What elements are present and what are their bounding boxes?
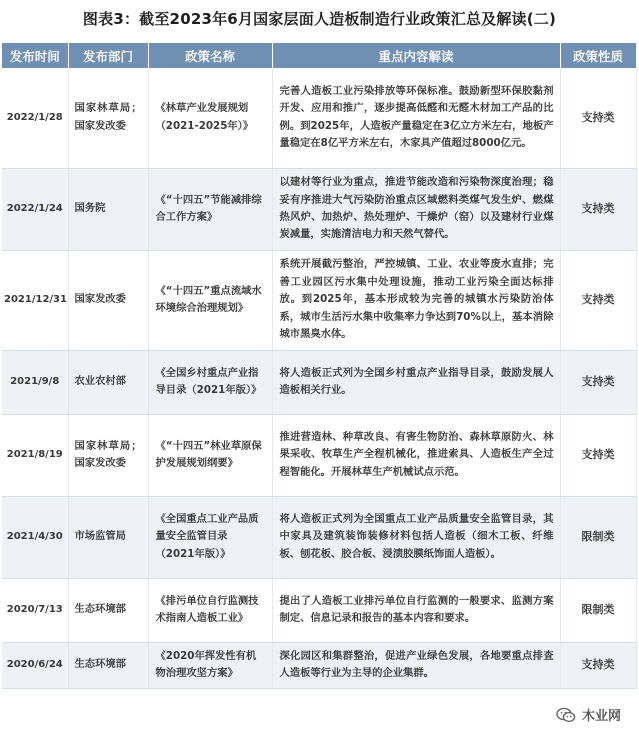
- row-policy-name: 《“十四五”节能减排综合工作方案》: [148, 168, 272, 250]
- row-policy-name: 《排污单位自行监测技术指南人造板工业》: [148, 578, 272, 642]
- row-nature: 支持类: [560, 642, 636, 688]
- row-policy-name: 《林草产业发展规划（2021-2025年）》: [148, 68, 272, 168]
- row-date: 2021/4/30: [2, 496, 68, 578]
- row-dept: 生态环境部: [68, 642, 148, 688]
- row-policy-name: 《全国重点工业产品质量安全监管目录（2021年版）》: [148, 496, 272, 578]
- watermark: [552, 703, 625, 726]
- row-date: 2022/1/28: [2, 68, 68, 168]
- row-content: 深化园区和集群整治，促进产业绿色发展，各地要重点排查人造板等行业为主导的企业集群。: [272, 642, 560, 688]
- row-content: 完善人造板工业污染排放等环保标准。鼓励新型环保胶黏剂开发、应用和推广，逐步提高低醛和无醛木材加工产品的比例。到2025年，人造板产量稳定在3亿立方米左右，地板产量稳定在8亿平方米左右，木家具产值超过8000亿元。: [272, 68, 560, 168]
- row-policy-name: 《全国乡村重点产业指导目录（2021年版）》: [148, 350, 272, 414]
- row-dept: 国家发改委: [68, 250, 148, 350]
- row-nature: 限制类: [560, 496, 636, 578]
- table-row: [2, 496, 636, 578]
- chart-title: 图表3：截至2023年6月国家层面人造板制造行业政策汇总及解读(二): [82, 10, 557, 28]
- table-row: [2, 350, 636, 414]
- row-content: 推进营造林、种草改良、有害生物防治、森林草原防火、林果采收、牧草生产全程机械化，推进索具、人造板生产全过程智能化。开展林草生产机械试点示范。: [272, 414, 560, 496]
- wechat-icon: [556, 707, 576, 723]
- row-dept: 生态环境部: [68, 578, 148, 642]
- row-policy-name: 《2020年挥发性有机物治理攻坚方案》: [148, 642, 272, 688]
- row-nature: 限制类: [560, 578, 636, 642]
- row-date: 2021/12/31: [2, 250, 68, 350]
- row-date: 2021/9/8: [2, 350, 68, 414]
- row-policy-name: 《“十四五”重点流域水环境综合治理规划》: [148, 250, 272, 350]
- policy-table: [2, 43, 637, 689]
- row-content: 将人造板正式列为全国乡村重点产业指导目录，鼓励发展人造板相关行业。: [272, 350, 560, 414]
- row-content: 以建材等行业为重点，推进节能改造和污染物深度治理；稳妥有序推进大气污染防治重点区域燃料类煤气发生炉、燃煤热风炉、加热炉、热处理炉、干燥炉（窑）以及建材行业煤炭减量，实施清洁电力和天然气替代。: [272, 168, 560, 250]
- row-nature: 支持类: [560, 68, 636, 168]
- row-content: 提出了人造板工业排污单位自行监测的一般要求、监测方案制定、信息记录和报告的基本内容和要求。: [272, 578, 560, 642]
- row-date: 2022/1/24: [2, 168, 68, 250]
- header-content: 重点内容解读: [272, 43, 560, 68]
- row-date: 2020/6/24: [2, 642, 68, 688]
- row-date: 2021/8/19: [2, 414, 68, 496]
- row-content: 系统开展截污整治，严控城镇、工业、农业等废水直排；完善工业园区污水集中处理设施，推动工业污染全面达标排放。到2025年，基本形成较为完善的城镇水污染防治体系，城市生活污水集中收集率力争达到70%以上，基本消除城市黑臭水体。: [272, 250, 560, 350]
- table-row: [2, 578, 636, 642]
- row-content: 将人造板正式列为全国重点工业产品质量安全监管目录，其中家具及建筑装饰装修材料包括人造板（细木工板、纤维板、刨花板、胶合板、浸渍胶膜纸饰面人造板）。: [272, 496, 560, 578]
- row-dept: 国家林草局；国家发改委: [68, 414, 148, 496]
- row-date: 2020/7/13: [2, 578, 68, 642]
- row-dept: 市场监管局: [68, 496, 148, 578]
- header-dept: 发布部门: [68, 43, 148, 68]
- row-nature: 支持类: [560, 350, 636, 414]
- table-row: [2, 250, 636, 350]
- table-row: [2, 168, 636, 250]
- header-nature: 政策性质: [560, 43, 636, 68]
- table-header-row: [2, 43, 636, 68]
- table-row: [2, 642, 636, 688]
- table-row: [2, 68, 636, 168]
- watermark-text: 木业网: [581, 709, 621, 724]
- row-dept: 农业农村部: [68, 350, 148, 414]
- header-name: 政策名称: [148, 43, 272, 68]
- header-date: 发布时间: [2, 43, 68, 68]
- row-policy-name: 《“十四五”林业草原保护发展规划纲要》: [148, 414, 272, 496]
- table-row: [2, 414, 636, 496]
- row-nature: 支持类: [560, 414, 636, 496]
- row-dept: 国家林草局；国家发改委: [68, 68, 148, 168]
- row-dept: 国务院: [68, 168, 148, 250]
- row-nature: 支持类: [560, 168, 636, 250]
- row-nature: 支持类: [560, 250, 636, 350]
